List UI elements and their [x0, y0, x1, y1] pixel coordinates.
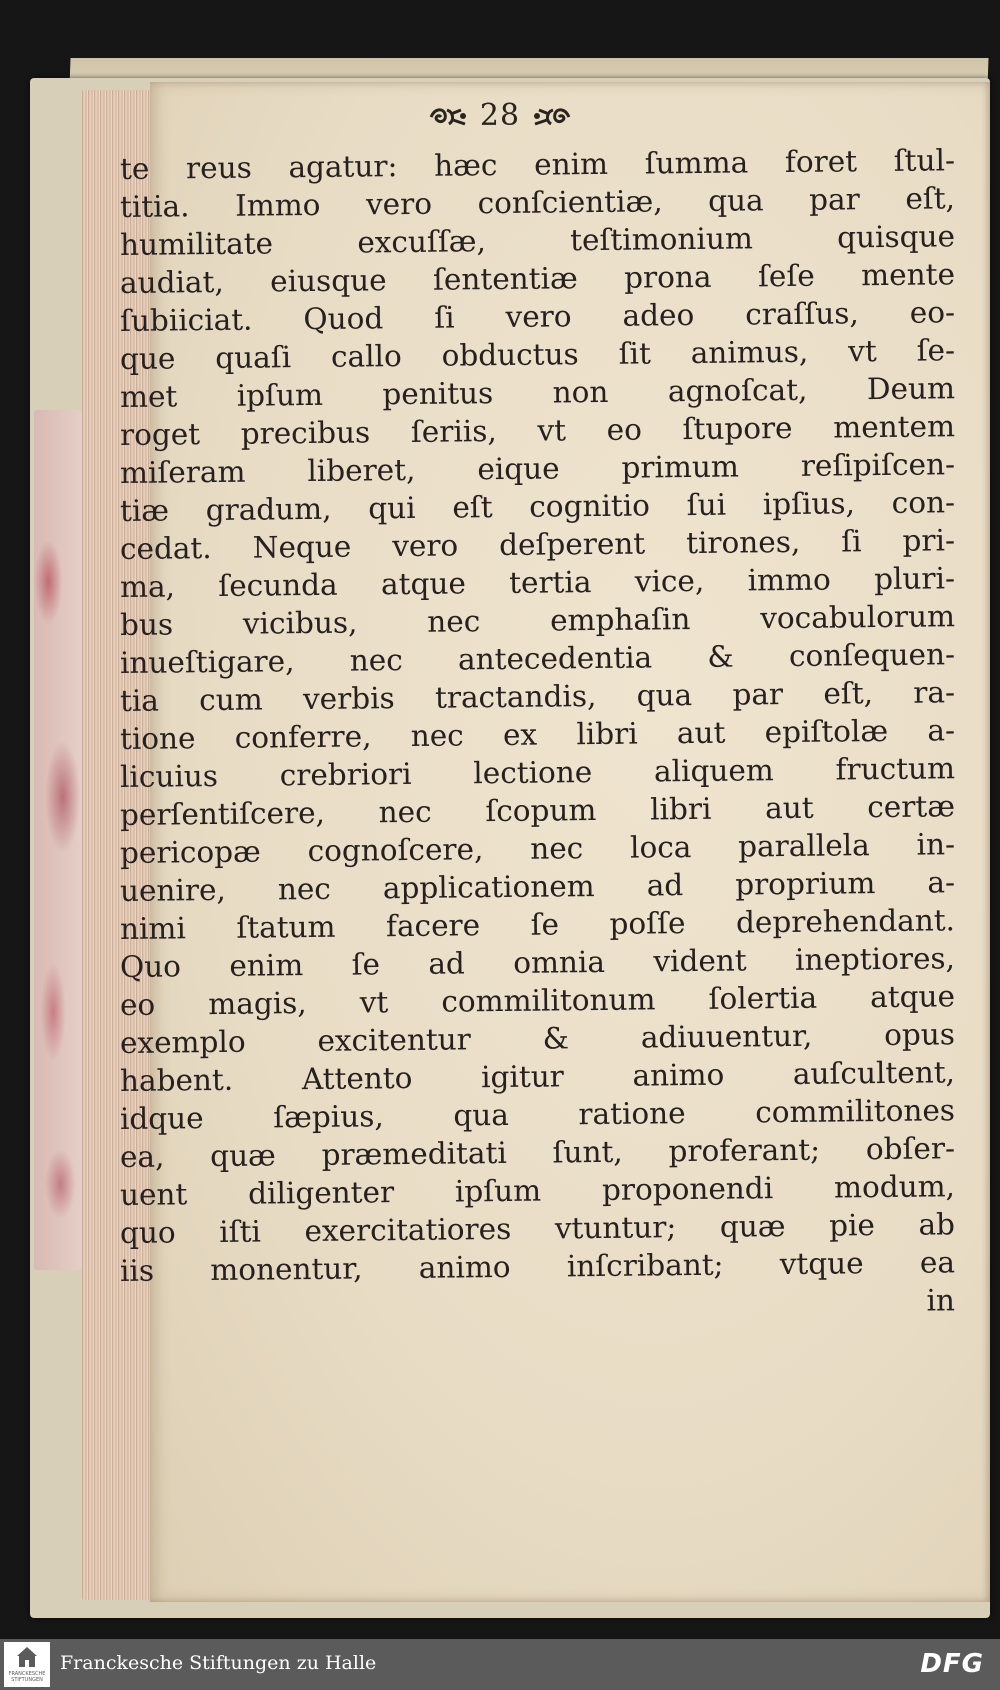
- text-line: titia. Immo vero conſcientiæ, qua par eſt,: [119, 181, 956, 224]
- text-line: miſeram liberet, eique primum reſipiſcen-: [119, 447, 956, 490]
- text-line: que quaſi callo obductus ſit animus, vt ſe-: [119, 333, 956, 376]
- text-line: perſentiſcere, nec ſcopum libri aut certæ: [119, 789, 956, 832]
- text-line: audiat, eiusque ſententiæ prona ſeſe mente: [119, 257, 956, 300]
- text-line: bus vicibus, nec emphaſin vocabulorum: [119, 599, 956, 642]
- franckesche-building-icon: [16, 1645, 38, 1669]
- logo-caption: FRANCKESCHE STIFTUNGEN: [8, 1671, 46, 1683]
- page-number: 28: [479, 98, 521, 133]
- text-line: exemplo excitentur & adiuuentur, opus: [119, 1017, 956, 1060]
- text-line: pericopæ cognoſcere, nec loca parallela in-: [119, 827, 956, 870]
- text-line: ea, quæ præmeditati ſunt, proferant; obſer-: [119, 1131, 956, 1174]
- text-line: uenire, nec applicationem ad proprium a-: [119, 865, 956, 908]
- text-line: te reus agatur: hæc enim ſumma foret ſtul-: [119, 143, 956, 186]
- text-line: iis monentur, animo inſcribant; vtque ea: [119, 1245, 956, 1288]
- text-line: nimi ſtatum facere ſe poſſe deprehendant.: [119, 903, 956, 946]
- text-line: habent. Attento igitur animo auſcultent,: [119, 1055, 956, 1098]
- text-line: humilitate excuſſæ, teſtimonium quisque: [119, 219, 956, 262]
- text-line: uent diligenter ipſum proponendi modum,: [119, 1169, 956, 1212]
- text-line: licuius crebriori lectione aliquem fructum: [119, 751, 956, 794]
- text-line: tia cum verbis tractandis, qua par eſt, ra-: [119, 675, 956, 718]
- fleuron-left-ornament-icon: [427, 101, 469, 123]
- text-line: ſubiiciat. Quod ſi vero adeo craſſus, eo-: [119, 295, 956, 338]
- text-line: Quo enim ſe ad omnia vident ineptiores,: [119, 941, 956, 984]
- dfg-logo[interactable]: DFG: [920, 1649, 984, 1679]
- text-line: tiæ gradum, qui eſt cognitio ſui ipſius, con-: [119, 485, 956, 528]
- page-text: [119, 143, 956, 1328]
- franckesche-logo[interactable]: [4, 1642, 50, 1687]
- text-line: eo magis, vt commilitonum ſolertia atque: [119, 979, 956, 1022]
- text-line: ma, ſecunda atque tertia vice, immo pluri-: [119, 561, 956, 604]
- fleuron-right-ornament-icon: [531, 101, 573, 123]
- text-line: cedat. Neque vero deſperent tirones, ſi pri-: [119, 523, 956, 566]
- text-line: quo iſti exercitatiores vtuntur; quæ pie ab: [119, 1207, 956, 1250]
- text-line: tione conferre, nec ex libri aut epiſtolæ a-: [119, 713, 956, 756]
- catchword: in: [926, 1283, 956, 1318]
- institution-name[interactable]: Franckesche Stiftungen zu Halle: [60, 1652, 377, 1674]
- viewer-footer: [0, 1639, 1000, 1690]
- text-line: idque ſæpius, qua ratione commilitones: [119, 1093, 956, 1136]
- text-line: inueſtigare, nec antecedentia & conſequen-: [119, 637, 956, 680]
- marbled-endpaper: [34, 410, 82, 1270]
- text-line: met ipſum penitus non agnoſcat, Deum: [119, 371, 956, 414]
- page-header: [0, 98, 1000, 133]
- text-line: roget precibus ſeriis, vt eo ſtupore mentem: [119, 409, 956, 452]
